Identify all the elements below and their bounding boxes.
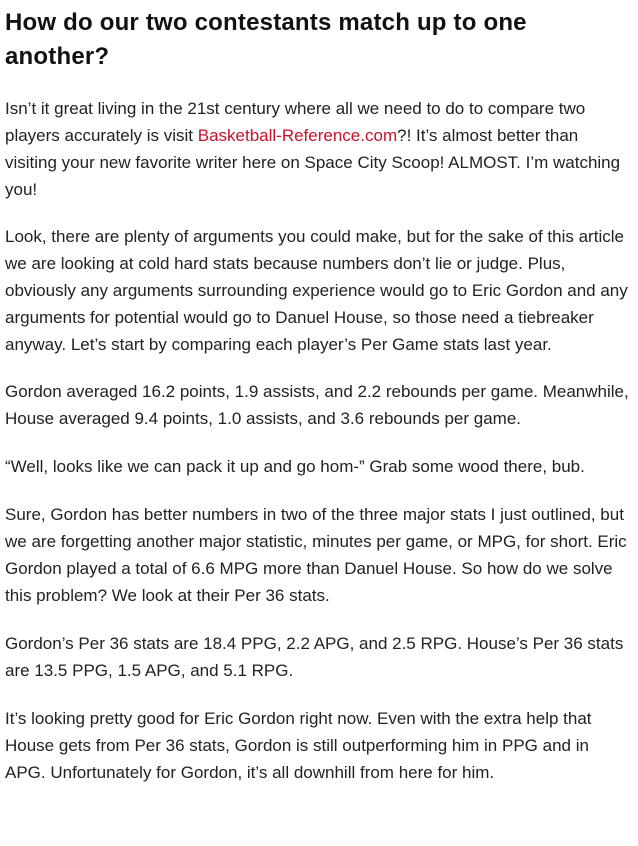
- basketball-reference-link[interactable]: Basketball-Reference.com: [197, 126, 398, 145]
- paragraph-per-game-stats: Gordon averaged 16.2 points, 1.9 assists, and 2.2 rebounds per game. Meanwhile, House averaged 9.4 points, 1.0 assists, and 3.6 rebounds per game.: [5, 382, 629, 428]
- paragraph-conclusion: It’s looking pretty good for Eric Gordon right now. Even with the extra help that House gets from Per 36 stats, Gordon is still outperforming him in PPG and in APG. Unfortunately for Gordon, it’s all downhill from here for him.: [5, 709, 592, 782]
- paragraph-intro-text-after: ?! It’s almost better than visiting your new favorite writer here on Space City Scoop! ALMOST. I’m watching you!: [5, 126, 621, 199]
- article-body: [5, 0, 631, 786]
- paragraph-arguments: Look, there are plenty of arguments you could make, but for the sake of this article we are looking at cold hard stats because numbers don’t lie or judge. Plus, obviously any arguments surrounding experience would go to Eric Gordon and any arguments for potential would go to Danuel House, so those need a tiebreaker anyway. Let’s start by comparing each player’s Per Game stats last year.: [5, 227, 628, 354]
- paragraph-quote: “Well, looks like we can pack it up and go hom-” Grab some wood there, bub.: [5, 457, 585, 476]
- paragraph-per-36-stats: Gordon’s Per 36 stats are 18.4 PPG, 2.2 APG, and 2.5 RPG. House’s Per 36 stats are 13.5 PPG, 1.5 APG, and 5.1 RPG.: [5, 634, 624, 680]
- paragraph-minutes: Sure, Gordon has better numbers in two of the three major stats I just outlined, but we are forgetting another major statistic, minutes per game, or MPG, for short. Eric Gordon played a total of 6.6 MPG more than Danuel House. So how do we solve this problem? We look at their Per 36 stats.: [5, 505, 627, 605]
- paragraph-intro-text-before: Isn’t it great living in the 21st century where all we need to do to compare two players accurately is visit: [5, 99, 586, 145]
- section-heading: How do our two contestants match up to one another?: [5, 9, 527, 70]
- paragraph-intro: [5, 95, 631, 203]
